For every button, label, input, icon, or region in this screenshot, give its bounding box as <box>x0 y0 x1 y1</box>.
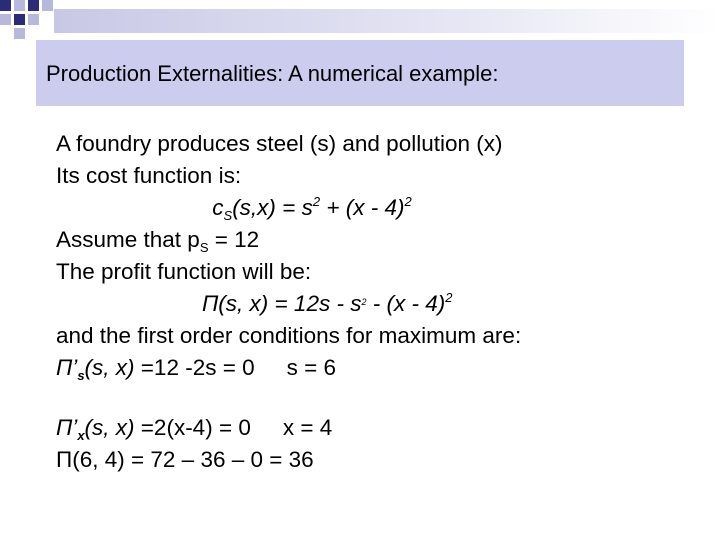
formula-part: Π(s, x) = 12s - s <box>202 291 362 316</box>
foc-x-solution: x = 4 <box>282 415 333 440</box>
corner-square-light <box>42 0 53 11</box>
formula-subscript: x <box>77 428 85 443</box>
text-line <box>56 160 706 192</box>
header-gradient-bar <box>54 9 720 33</box>
profit-function-formula <box>56 288 706 320</box>
text-line <box>56 224 706 256</box>
foc-s-solution: s = 6 <box>286 355 337 380</box>
slide-title: Production Externalities: A numerical example: <box>46 61 499 86</box>
formula-superscript: 2 <box>312 194 321 209</box>
formula-part: + (x - 4) <box>320 195 405 220</box>
foc-intro: and the first order conditions for maximum are: <box>56 323 522 348</box>
cost-function-intro: Its cost function is: <box>56 163 242 188</box>
corner-square-light <box>0 14 11 25</box>
formula-subscript: S <box>223 208 233 223</box>
slide-body <box>56 128 706 476</box>
formula-part: (s,x) = s <box>232 195 313 220</box>
text-line <box>56 320 706 352</box>
cost-function-formula <box>56 192 706 224</box>
corner-square-light <box>14 0 25 11</box>
price-assumption: Assume that p <box>56 227 200 252</box>
formula-part: (s, x) <box>84 355 141 380</box>
corner-square-dark <box>28 0 39 11</box>
formula-part: Π’ <box>56 415 78 440</box>
formula-superscript: 2 <box>361 297 367 307</box>
profit-function-intro: The profit function will be: <box>56 259 312 284</box>
formula-superscript: 2 <box>445 290 453 305</box>
formula-part: =12 -2s = 0 <box>140 355 255 380</box>
corner-square-dark <box>14 14 25 25</box>
price-subscript: S <box>199 240 209 255</box>
corner-square-light <box>14 28 25 39</box>
foc-x-line <box>56 412 706 444</box>
formula-part: =2(x-4) = 0 <box>140 415 251 440</box>
formula-subscript: s <box>77 368 85 383</box>
corner-square-light <box>28 14 39 25</box>
max-profit-result: Π(6, 4) = 72 – 36 – 0 = 36 <box>56 447 314 472</box>
formula-part: c <box>212 195 224 220</box>
formula-part: (s, x) <box>84 415 141 440</box>
formula-part: Π’ <box>56 355 78 380</box>
text-line <box>56 256 706 288</box>
formula-superscript: 2 <box>404 194 412 209</box>
foc-s-line <box>56 352 706 384</box>
text-line <box>56 128 706 160</box>
foundry-statement: A foundry produces steel (s) and pollution (x) <box>56 131 503 156</box>
formula-part: - (x - 4) <box>366 291 446 316</box>
corner-square-dark <box>0 0 11 11</box>
price-value: = 12 <box>208 227 260 252</box>
text-line <box>56 444 706 476</box>
